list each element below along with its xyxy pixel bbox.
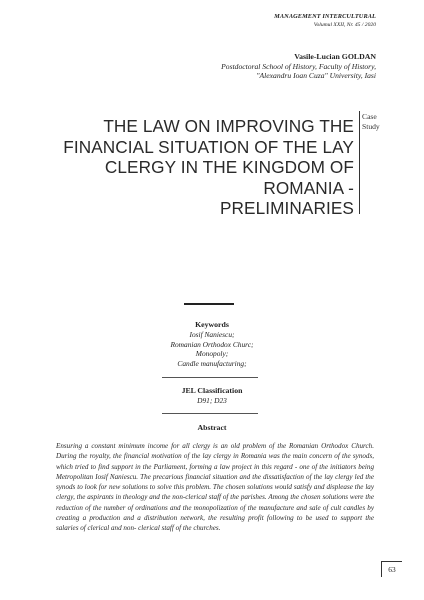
keyword-item: Candle manufacturing; — [177, 358, 247, 368]
author-affiliation-line2: "Alexandru Ioan Cuza" University, Iasi — [256, 71, 376, 80]
jel-heading: JEL Classification — [181, 386, 243, 395]
article-title — [54, 116, 354, 219]
abstract-text: Ensuring a constant minimum income for all clergy is an old problem of the Romanian Orthodox Church. During the royalty, the financial motivation of the lay clergy in Romania was the main concern of the synods, which tried to find support in the Parliament, forming a law project in this regard - one of the initiators being Metropolitan Iosif Naniescu. The precarious financial situation and the dissatisfaction of the lay clergy led the synods to look for new solutions to solve this problem. The chosen solutions would satisfy and displease the lay clergy, the aspirants in theology and the non-clerical staff of the parishes. Among the chosen solutions were the reduction of the number of ordinations and the monopolization of the manufacture and sale of cult candles by creating a production and a distribution network, the resulting profit following to be used to support the salaries of clerical and non- clerical staff of the churches. — [56, 442, 374, 533]
separator — [162, 377, 258, 378]
page-number: 63 — [381, 561, 402, 577]
keywords-heading: Keywords — [195, 320, 229, 329]
article-type-line1: Case — [362, 112, 377, 121]
journal-name: MANAGEMENT INTERCULTURAL — [274, 13, 376, 20]
title-line: FINANCIAL SITUATION OF THE LAY — [63, 136, 354, 157]
keyword-item: Romanian Orthodox Churc; — [170, 339, 254, 349]
title-divider — [359, 111, 360, 214]
title-line: THE LAW ON IMPROVING THE — [103, 116, 354, 136]
keywords-list — [132, 330, 292, 368]
title-line: ROMANIA - — [263, 177, 354, 198]
jel-codes: D91; D23 — [197, 396, 227, 405]
title-line: CLERGY IN THE KINGDOM OF — [104, 157, 354, 177]
abstract-heading: Abstract — [197, 423, 227, 432]
author-affiliation-line1: Postdoctoral School of History, Faculty of History, — [221, 61, 376, 71]
separator — [162, 413, 258, 414]
keyword-item: Iosif Naniescu; — [189, 330, 235, 339]
journal-header — [274, 13, 376, 29]
author-name: Vasile-Lucian GOLDAN — [294, 52, 376, 61]
keywords-bar — [184, 303, 234, 305]
keyword-item: Monopoly; — [195, 349, 229, 359]
author-block — [221, 52, 376, 81]
title-line: PRELIMINARIES — [219, 198, 354, 218]
article-type — [362, 112, 380, 131]
journal-issue: Volumul XXII, Nr. 45 / 2020 — [313, 22, 376, 28]
article-type-line2: Study — [362, 121, 380, 131]
